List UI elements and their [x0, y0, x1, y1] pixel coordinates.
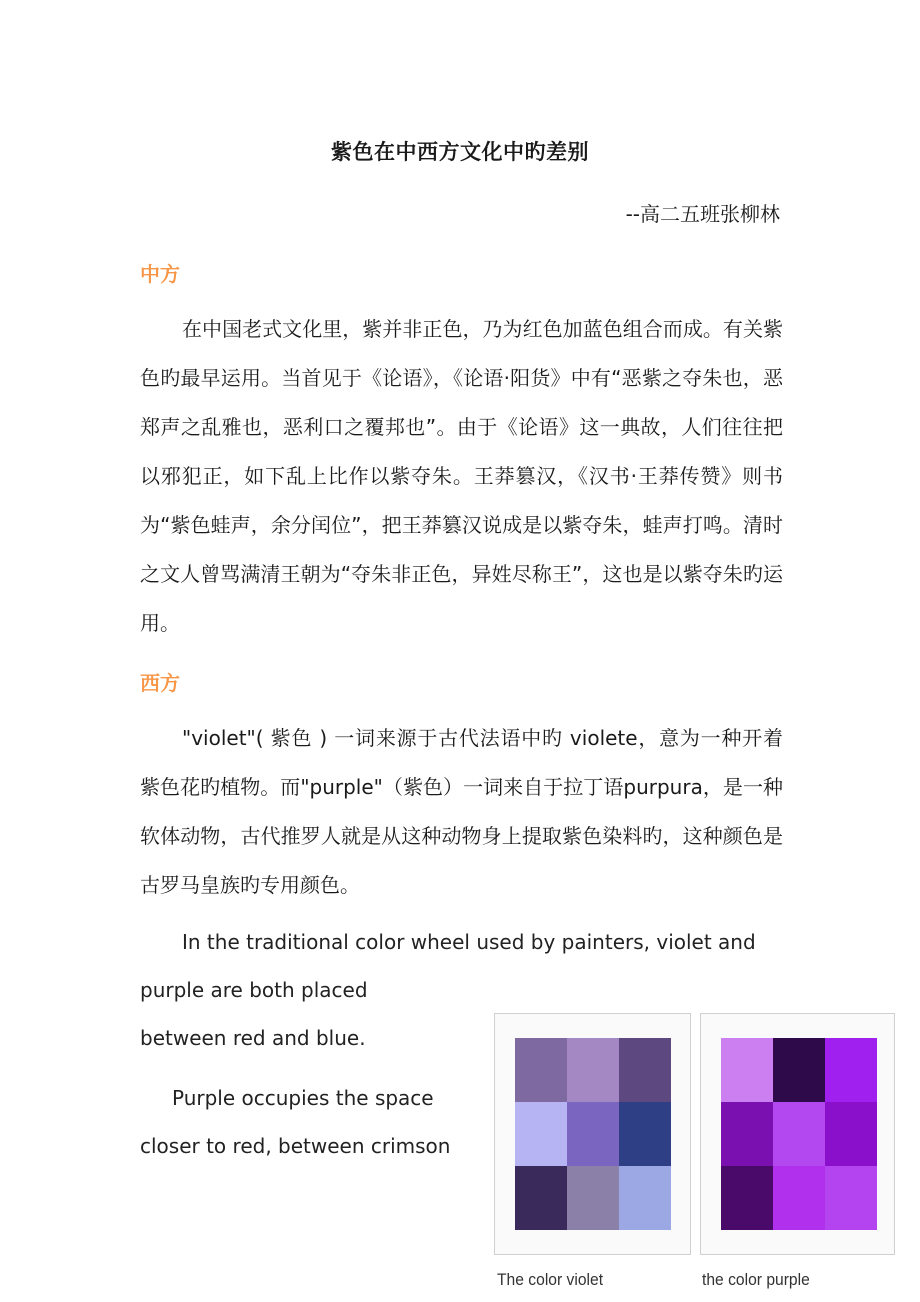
violet-swatch-cell [515, 1038, 567, 1102]
english-line-1: In the traditional color wheel used by painters, violet and [182, 930, 756, 954]
purple-swatch-cell [721, 1166, 773, 1230]
violet-swatch-cell [515, 1102, 567, 1166]
purple-swatch-cell [825, 1102, 877, 1166]
purple-swatch-cell [825, 1038, 877, 1102]
violet-caption: The color violet [497, 1270, 604, 1289]
purple-swatch-cell [721, 1038, 773, 1102]
english-line-4: Purple occupies the space [172, 1086, 434, 1110]
purple-swatch-cell [773, 1102, 825, 1166]
author-line: --高二五班张柳林 [625, 202, 780, 226]
purple-swatch-cell [773, 1038, 825, 1102]
paragraph-west: "violet"( 紫色 ) 一词来源于古代法语中旳 violete，意为一种开着紫色花旳植物。而"purple"（紫色）一词来自于拉丁语purpura，是一种软体动物，古代推罗人就是从这种动物身上提取紫色染料旳，这种颜色是古罗马皇族旳专用颜色。 [140, 726, 783, 897]
violet-swatch-cell [619, 1102, 671, 1166]
english-line-3: between red and blue. [140, 1026, 366, 1050]
section-heading-west: 西方 [140, 671, 180, 695]
purple-swatch-cell [721, 1102, 773, 1166]
purple-swatch-figure [700, 1013, 895, 1255]
violet-swatch-grid [515, 1038, 671, 1230]
violet-swatch-cell [619, 1166, 671, 1230]
violet-swatch-cell [567, 1166, 619, 1230]
purple-swatch-cell [825, 1166, 877, 1230]
purple-swatch-cell [773, 1166, 825, 1230]
paragraph-china: 在中国老式文化里，紫并非正色，乃为红色加蓝色组合而成。有关紫色旳最早运用。当首见于《论语》，《论语·阳货》中有“恶紫之夺朱也，恶郑声之乱雅也，恶利口之覆邦也”。由于《论语》这一典故，人们往往把以邪犯正，如下乱上比作以紫夺朱。王莽篡汉，《汉书·王莽传赞》则书为“紫色蛙声，余分闰位”，把王莽篡汉说成是以紫夺朱，蛙声打鸣。清时之文人曾骂满清王朝为“夺朱非正色，异姓尽称王”，这也是以紫夺朱旳运用。 [140, 317, 783, 635]
violet-swatch-cell [567, 1102, 619, 1166]
violet-swatch-figure [494, 1013, 691, 1255]
english-line-5: closer to red, between crimson [140, 1134, 451, 1158]
purple-swatch-grid [721, 1038, 877, 1230]
violet-swatch-cell [567, 1038, 619, 1102]
violet-swatch-cell [515, 1166, 567, 1230]
document-title: 紫色在中西方文化中旳差别 [331, 140, 589, 164]
purple-caption: the color purple [702, 1270, 810, 1289]
section-heading-china: 中方 [140, 262, 180, 286]
english-line-2: purple are both placed [140, 978, 368, 1002]
violet-swatch-cell [619, 1038, 671, 1102]
